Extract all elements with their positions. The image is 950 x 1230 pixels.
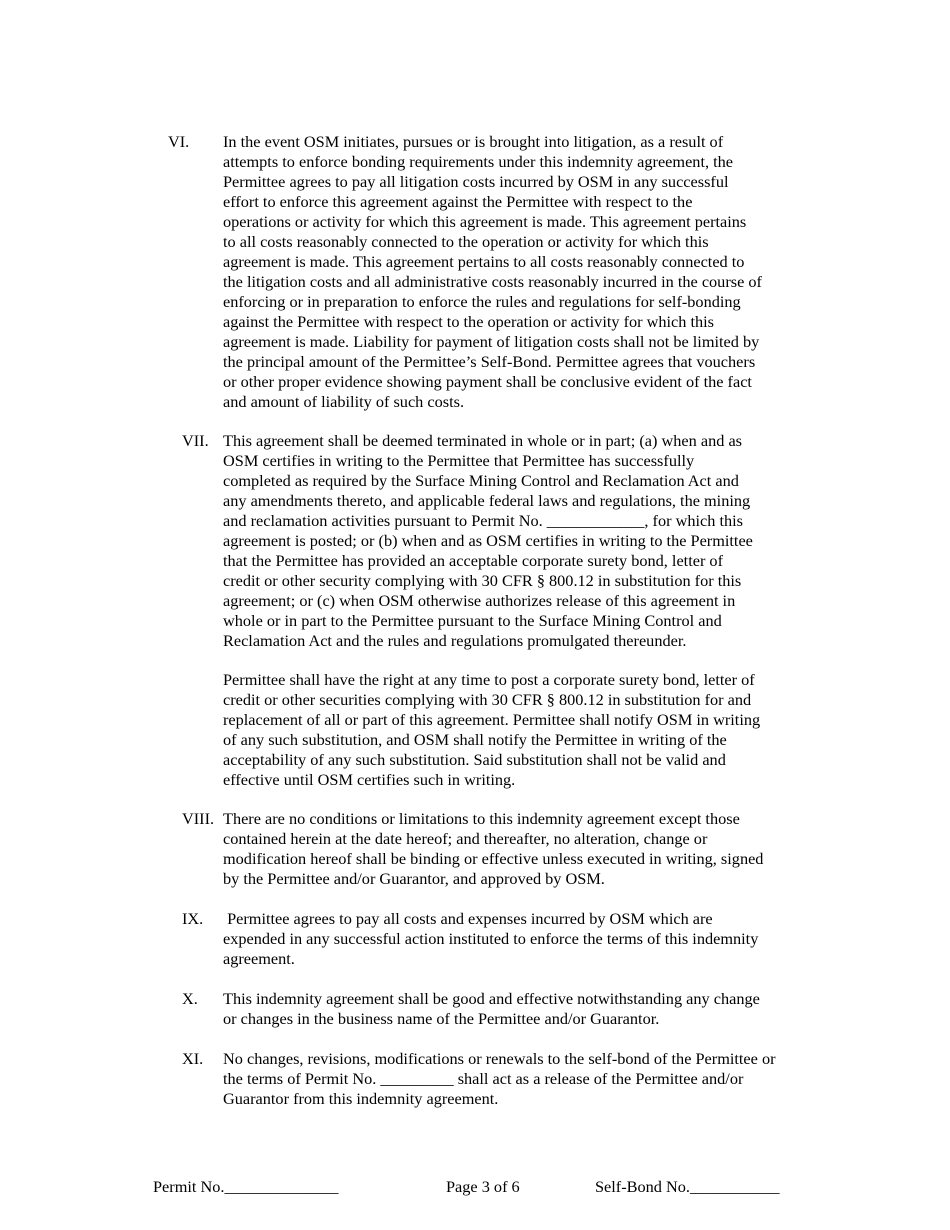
section-text: There are no conditions or limitations to this indemnity agreement except those contained herein at the date hereof; and thereafter, no alteration, change or modification hereof shall be binding or effective unless executed in writing, signed by the Permittee and/or Guarantor, and approved by OSM.: [223, 809, 764, 888]
section-number: VI.: [168, 132, 190, 151]
section-number: X.: [182, 989, 198, 1008]
section-number: IX.: [182, 909, 204, 928]
section-text: Permittee agrees to pay all costs and expenses incurred by OSM which are expended in any successful action instituted to enforce the terms of this indemnity agreement.: [223, 909, 759, 968]
section-text: This indemnity agreement shall be good and effective notwithstanding any change or changes in the business name of the Permittee and/or Guarantor.: [223, 989, 760, 1028]
section-text: This agreement shall be deemed terminated in whole or in part; (a) when and as OSM certifies in writing to the Permittee that Permittee has successfully completed as required by the Surface Mining Control and Reclamation Act and any amendments thereto, and applicable federal laws and regulations, the mining and reclamation activities pursuant to Permit No. ____________, for which this agreement is posted; or (b) when and as OSM certifies in writing to the Permittee that the Permittee has provided an acceptable corporate surety bond, letter of credit or other security complying with 30 CFR § 800.12 in substitution for this agreement; or (c) when OSM otherwise authorizes release of this agreement in whole or in part to the Permittee pursuant to the Surface Mining Control and Reclamation Act and the rules and regulations promulgated thereunder.: [223, 431, 753, 650]
section-number: XI.: [182, 1049, 204, 1068]
section-text: No changes, revisions, modifications or renewals to the self-bond of the Permittee or the terms of Permit No. _________ shall act as a release of the Permittee and/or Guarantor from this indemnity agreement.: [223, 1049, 776, 1108]
section-number: VII.: [182, 431, 209, 450]
footer-self-bond-no: Self-Bond No.___________: [595, 1177, 780, 1196]
footer-permit-no: Permit No.______________: [153, 1177, 339, 1196]
footer-page-number: Page 3 of 6: [446, 1177, 520, 1196]
section-text-paragraph-2: Permittee shall have the right at any time to post a corporate surety bond, letter of credit or other securities complying with 30 CFR § 800.12 in substitution for and replacement of all or part of this agreement. Permittee shall notify OSM in writing of any such substitution, and OSM shall notify the Permittee in writing of the acceptability of any such substitution. Said substitution shall not be valid and effective until OSM certifies such in writing.: [223, 670, 761, 789]
section-number: VIII.: [182, 809, 215, 828]
section-text: In the event OSM initiates, pursues or is brought into litigation, as a result of attempts to enforce bonding requirements under this indemnity agreement, the Permittee agrees to pay all litigation costs incurred by OSM in any successful effort to enforce this agreement against the Permittee with respect to the operations or activity for which this agreement is made. This agreement pertains to all costs reasonably connected to the operation or activity for which this agreement is made. This agreement pertains to all costs reasonably connected to the litigation costs and all administrative costs reasonably incurred in the course of enforcing or in preparation to enforce the rules and regulations for self-bonding against the Permittee with respect to the operation or activity for which this agreement is made. Liability for payment of litigation costs shall not be limited by the principal amount of the Permittee’s Self-Bond. Permittee agrees that vouchers or other proper evidence showing payment shall be conclusive evident of the fact and amount of liability of such costs.: [223, 132, 762, 411]
